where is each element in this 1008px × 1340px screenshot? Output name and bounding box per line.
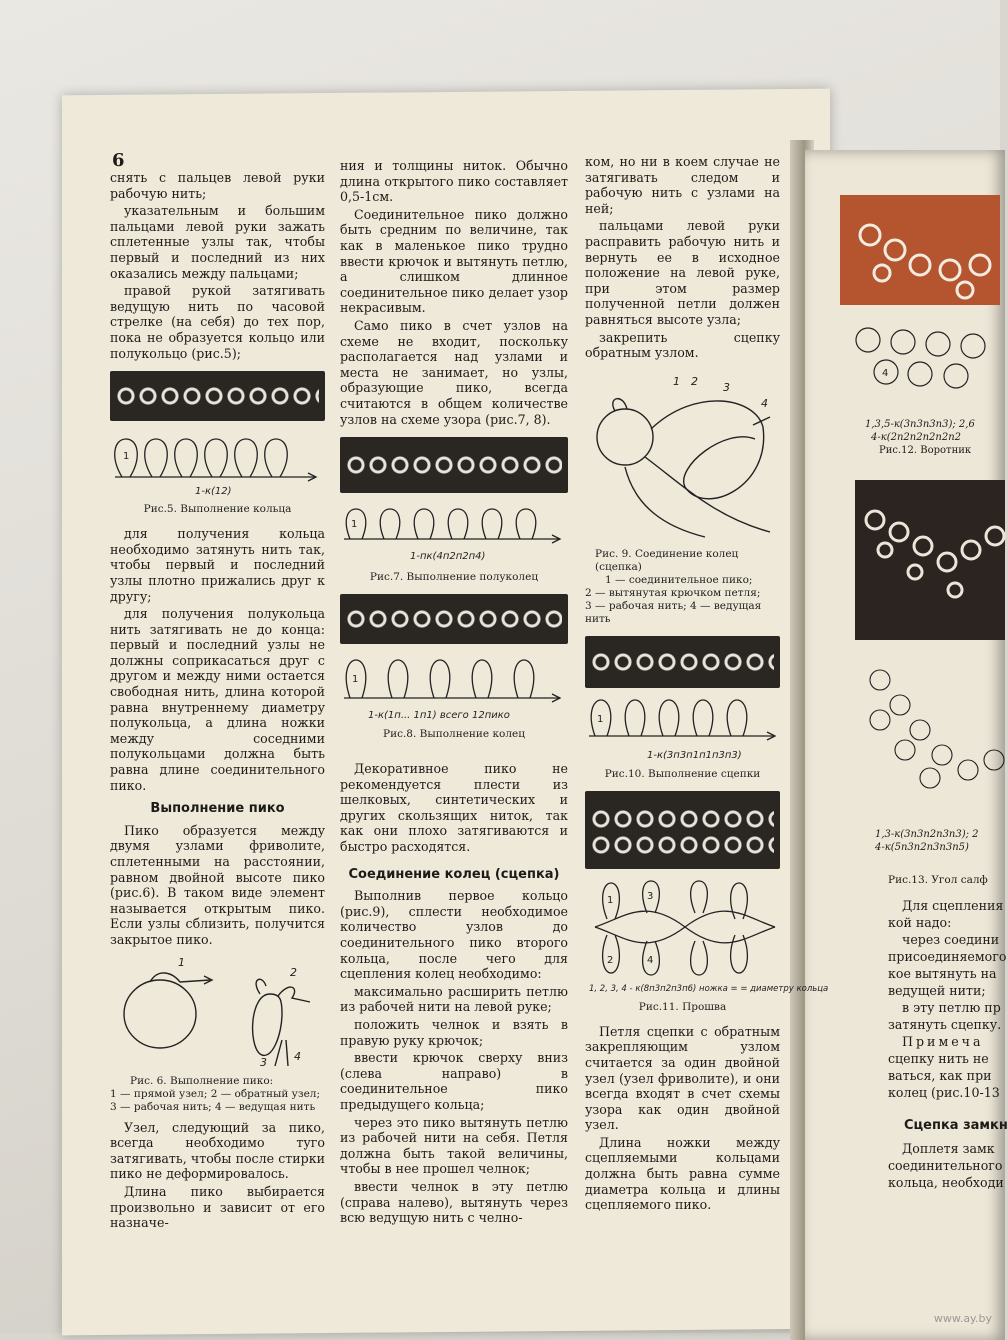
paragraph: Декоративное пико не рекомендуется плести из шелковых, синтетических и других скользящих ниток, так как они плохо затягиваются и быстро расходятся. xyxy=(340,761,568,855)
text-line: Примеча xyxy=(902,1034,984,1049)
paragraph: Петля сцепки с обратным закрепляющим узлом считается за один двойной узел (узел фриволите), и они всегда входят в счет схемы узора как один двойной узел. xyxy=(585,1023,780,1133)
paragraph: Узел, следующий за пико, всегда необходимо туго затягивать, чтобы после стирки пико не деформировалось. xyxy=(110,1119,325,1182)
paragraph: Длина пико выбирается произвольно и зависит от его назначе- xyxy=(110,1183,325,1231)
svg-text:1: 1 xyxy=(123,451,130,463)
svg-text:2: 2 xyxy=(607,954,614,966)
column-2 xyxy=(340,158,568,1228)
fig7-formula: 1-пк(4п2п2п4) xyxy=(410,551,486,563)
fig5-diagram xyxy=(110,429,325,497)
fig10-diagram xyxy=(585,692,780,762)
text-line: Для сцепления xyxy=(902,898,1004,913)
paragraph: для получения полукольца нить затягивать не до конца: первый и последний узлы не должны соприкасаться друг с другом и между ними остается свободная нить, длина которой равна внутреннему диаметру полукольца, а длина ножки между соседними полукольцами должна быть равна длине соединительного пико. xyxy=(110,606,325,793)
text-line: ведущей нити; xyxy=(888,983,986,998)
fig5-photo xyxy=(110,371,325,421)
fig10-formula: 1-к(3п3п1п1п3п3) xyxy=(647,749,742,761)
paragraph: правой рукой затягивать ведущую нить по часовой стрелке (на себя) до тех пор, пока не образуется кольцо или полукольцо (рис.5); xyxy=(110,283,325,361)
fig11-caption: Рис.11. Прошва xyxy=(638,1000,727,1013)
fig6-diagram xyxy=(110,954,325,1069)
section-heading: Соединение колец (сцепка) xyxy=(348,866,560,882)
fig5-caption: Рис.5. Выполнение кольца xyxy=(143,503,292,516)
fig8-diagram xyxy=(340,650,568,722)
paragraph: Соединительное пико должно быть средним по величине, так как в маленькое пико трудно ввести крючок и вытянуть петлю, а слишком длинное соединительное пико делает узор некрасивым. xyxy=(340,206,568,316)
text-line: в эту петлю пр xyxy=(902,1000,1001,1015)
watermark: www.ay.by xyxy=(933,1312,992,1325)
fig6-legend-line: 1 — прямой узел; 2 — обратный узел; xyxy=(110,1087,320,1100)
svg-text:1: 1 xyxy=(352,674,359,686)
corner-lace-icon xyxy=(855,480,1005,640)
page-number: 6 xyxy=(112,150,125,171)
svg-text:4: 4 xyxy=(882,368,889,379)
paragraph: закрепить сцепку обратным узлом. xyxy=(585,329,780,361)
fig7-caption: Рис.7. Выполнение полуколец xyxy=(369,571,539,584)
svg-text:1: 1 xyxy=(607,894,614,906)
paragraph: ввести челнок в эту петлю (справа налево), вытянуть через всю ведущую нить с челно- xyxy=(340,1178,568,1226)
text-line: соединительного xyxy=(888,1158,1003,1173)
fig13-photo xyxy=(855,480,1005,640)
fig8-photo xyxy=(340,594,568,644)
fig9-legend-line: 2 — вытянутая крючком петля; xyxy=(585,586,761,599)
fig9-legend-line: 1 — соединительное пико; xyxy=(605,573,753,586)
fig11-formula: 1, 2, 3, 4 - к(8п3п2п3п6) ножка = = диаметру кольца xyxy=(589,983,829,994)
fig12-photo xyxy=(840,195,1000,305)
svg-text:4: 4 xyxy=(761,396,768,410)
svg-text:3: 3 xyxy=(723,380,730,394)
fig13-caption: Рис.13. Угол салф xyxy=(888,874,988,886)
paragraph: пальцами левой руки расправить рабочую нить и вернуть ее в исходное положение на левой руке, при этом размер полученной петли должен равняться высоте узла; xyxy=(585,218,780,327)
paragraph: указательным и большим пальцами левой руки зажать сплетенные узлы так, чтобы первый и последний из них оказались между пальцами; xyxy=(110,203,325,281)
paragraph: Само пико в счет узлов на схеме не входит, поскольку располагается над узлами и места не занимает, но узлы, образующие пико, всегда считаются в общем количестве узлов на схеме узора (рис.7, 8). xyxy=(340,317,568,427)
fig10-photo xyxy=(585,636,780,688)
svg-text:3: 3 xyxy=(647,890,654,902)
paragraph: ввести крючок сверху вниз (слева направо) в соединительное пико предыдущего кольца; xyxy=(340,1050,568,1112)
paragraph: положить челнок и взять в правую руку крючок; xyxy=(340,1017,568,1048)
text-line: присоединяемого xyxy=(888,949,1007,964)
fig8-formula: 1-к(1п... 1п1) всего 12пико xyxy=(368,710,510,722)
svg-text:3: 3 xyxy=(260,1055,267,1069)
section-heading: Сцепка замкн xyxy=(904,1118,1008,1133)
text-line: через соедини xyxy=(902,932,1000,947)
right-captions-1 xyxy=(865,418,1005,457)
svg-text:2: 2 xyxy=(691,374,698,388)
svg-text:2: 2 xyxy=(290,965,297,979)
fig13-formula: 4-к(5п3п2п3п3п5) xyxy=(875,842,969,853)
svg-text:1: 1 xyxy=(597,713,604,725)
fig7-diagram xyxy=(340,499,568,565)
fig9-diagram xyxy=(585,367,780,542)
fig9-caption xyxy=(585,548,780,626)
section-heading: Выполнение пико xyxy=(150,801,285,817)
fig5-formula: 1-к(12) xyxy=(195,486,232,498)
column-3 xyxy=(585,154,829,1215)
text-line: ваться, как при xyxy=(888,1068,992,1083)
fig9-legend-line: 3 — рабочая нить; 4 — ведущая нить xyxy=(585,599,762,625)
fig10-caption: Рис.10. Выполнение сцепки xyxy=(604,767,761,780)
paragraph: через это пико вытянуть петлю из рабочей нити на себя. Петля должна быть такой величины, чтобы в нее прошел челнок; xyxy=(340,1114,568,1177)
fig6-legend-line: 3 — рабочая нить; 4 — ведущая нить xyxy=(110,1100,316,1113)
right-captions-2 xyxy=(875,828,1005,854)
fig8-caption: Рис.8. Выполнение колец xyxy=(383,728,525,741)
fig12-formula: 1,3,5-к(3п3п3п3); 2,6 xyxy=(865,419,975,430)
text-line: Доплетя замк xyxy=(902,1141,995,1156)
fig11-photo xyxy=(585,791,780,869)
fig13-formula: 1,3-к(3п3п2п3п3); 2 xyxy=(875,829,979,840)
collar-lace-icon xyxy=(840,195,1000,305)
fig12-formula: 4-к(2п2п2п2п2п2 xyxy=(871,432,961,443)
svg-text:4: 4 xyxy=(294,1049,301,1063)
paragraph: для получения кольца необходимо затянуть нить так, чтобы первый и последний узлы плотно прижались друг к другу; xyxy=(110,526,325,604)
fig9-title: Рис. 9. Соединение колец (сцепка) xyxy=(595,547,739,573)
text-line: сцепку нить не xyxy=(888,1051,989,1066)
text-line: кое вытянуть на xyxy=(888,966,997,981)
fig12-diagram xyxy=(848,320,998,410)
svg-text:4: 4 xyxy=(647,954,654,966)
text-line: затянуть сцепку. xyxy=(888,1017,1002,1032)
svg-text:1: 1 xyxy=(351,519,358,531)
paragraph: ком, но ни в коем случае не затягивать следом и рабочую нить с узлами на ней; xyxy=(585,154,780,216)
paragraph: Пико образуется между двумя узлами фриволите, сплетенными на расстоянии, равном двойной высоте пико (рис.6). В таком виде элемент называется открытым пико. Если узлы сблизить, получится закрытое пико. xyxy=(110,822,325,947)
paragraph: снять с пальцев левой руки рабочую нить; xyxy=(110,170,325,201)
fig6-caption xyxy=(110,1075,325,1114)
paragraph: Выполнив первое кольцо (рис.9), сплести необходимое количество узлов до соединительного пико второго кольца, после чего для сцепления колец необходимо: xyxy=(340,888,568,982)
fig13-diagram xyxy=(860,660,1005,820)
fig11-diagram xyxy=(585,877,829,995)
paragraph: Длина ножки между сцепляемыми кольцами должна быть равна сумме диаметра кольца и длины сцепляемого пико. xyxy=(585,1134,780,1213)
svg-text:1: 1 xyxy=(178,955,185,969)
paragraph: максимально расширить петлю из рабочей нити на левой руке; xyxy=(340,983,568,1015)
text-line: колец (рис.10-13 xyxy=(888,1085,1000,1100)
text-line: кой надо: xyxy=(888,915,952,930)
fig12-caption: Рис.12. Воротник xyxy=(879,445,972,456)
fig6-title: Рис. 6. Выполнение пико: xyxy=(130,1074,274,1087)
column-1 xyxy=(110,170,325,1233)
fig7-photo xyxy=(340,437,568,493)
svg-text:1: 1 xyxy=(673,374,680,388)
text-line: кольца, необходи xyxy=(888,1175,1004,1190)
paragraph: ния и толщины ниток. Обычно длина открытого пико составляет 0,5-1см. xyxy=(340,158,568,205)
right-text xyxy=(888,872,1008,1191)
